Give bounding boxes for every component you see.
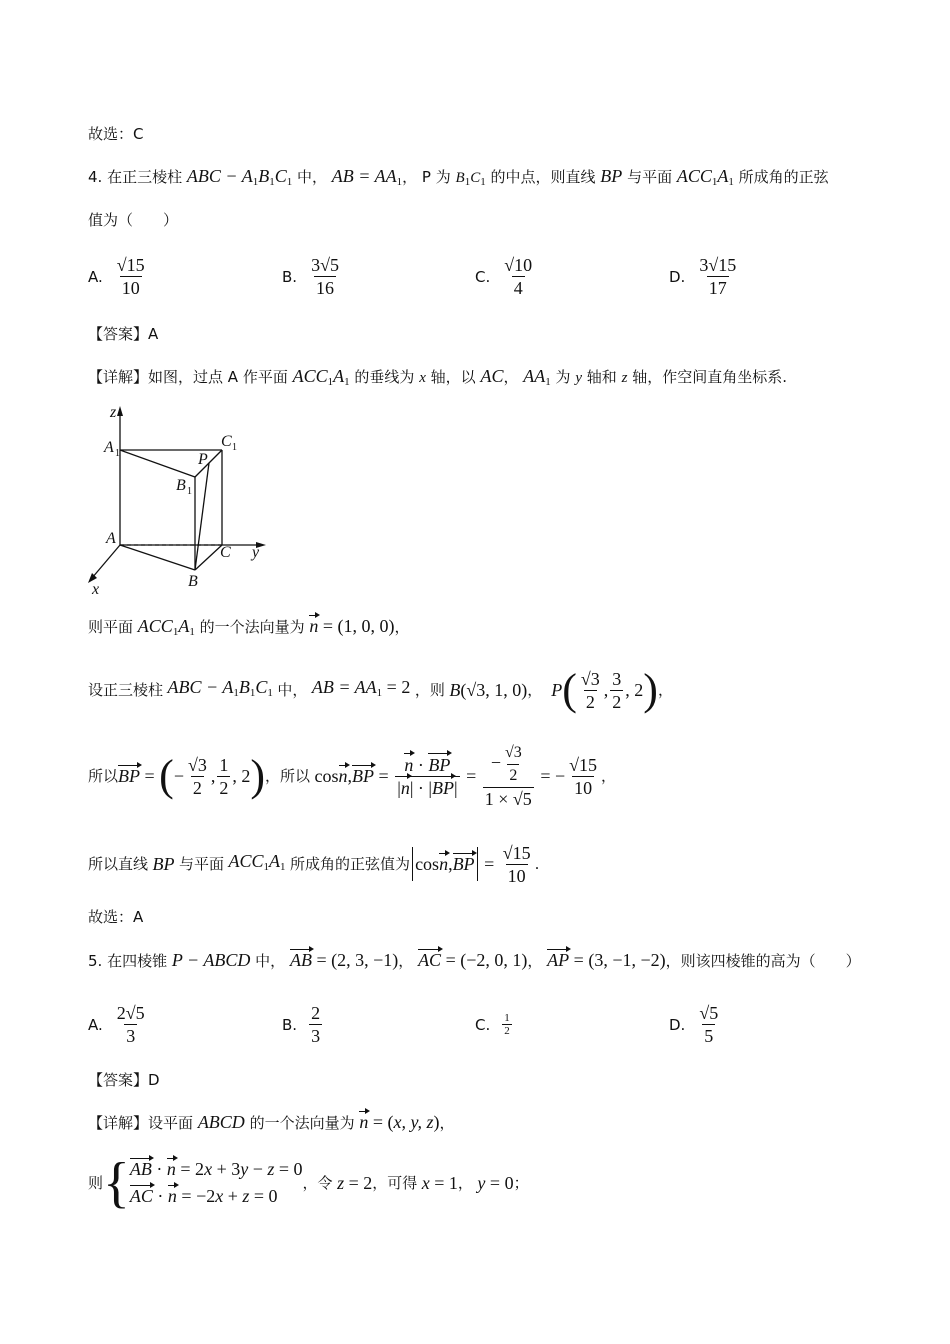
normal-vector-line: 则平面 $ACC_1A_1$ 的一个法向量为 n = (1, 0, 0)， [88, 616, 410, 638]
x-axis [92, 545, 120, 578]
q4-option-c: C. $\frac{√10}{4}$ [475, 255, 533, 298]
svg-text:1: 1 [115, 448, 120, 459]
q4-option-d: D. $\frac{3√15}{17}$ [669, 255, 737, 298]
q4-option-a: A. $\frac{√15}{10}$ [88, 255, 145, 298]
sine-result-line: 所以直线 BP 与平面 $ACC_1A_1$ 所成角的正弦值为 cos n , BP = $\frac{√15}{10}$ . [88, 842, 540, 886]
label-C: C [220, 544, 231, 561]
q5-number: 5. [88, 952, 103, 970]
q5-option-a: A. $\frac{2√5}{3}$ [88, 1003, 145, 1046]
q5-system-line: 则 { AB · n = 2x + 3y − z = 0 AC · n = −2x + z = 0 ，令 z = 2 ，可得 x = 1 ， y = 0 ； [88, 1152, 529, 1214]
q5-detail-line: 【详解】设平面 ABCD 的一个法向量为 n = (x, y, z)， [88, 1112, 455, 1132]
edge-AB [120, 545, 195, 570]
label-C1: C [221, 433, 232, 450]
q4-option-b: B. $\frac{3√5}{16}$ [282, 255, 339, 298]
label-A1: A [104, 439, 114, 456]
q5-option-c: C. $\frac{1}{2}$ [475, 1012, 510, 1037]
edge-BC [195, 545, 222, 570]
q3-choice: 故选：C [88, 125, 144, 143]
q4-stem-line1: 4. 在正三棱柱 ABC − $A_1B_1C_1$ 中， AB = $AA_1$， P 为 $B_1C_1$ 的中点，则直线 BP 与平面 $ACC_1A_1$ 所成角的正弦 [88, 166, 829, 188]
q4-stem-line2: 值为（ ） [88, 211, 179, 229]
q5-option-b: B. $\frac{2}{3}$ [282, 1003, 321, 1046]
label-x: x [92, 581, 100, 598]
label-P: P [198, 451, 208, 468]
q4-detail-line: 【详解】如图，过点 A 作平面 $ACC_1A_1$ 的垂线为 x 轴，以 AC， $AA_1$ 为 y 轴和 z 轴，作空间直角坐标系. [88, 366, 787, 388]
segment-BP [195, 463, 209, 570]
svg-text:1: 1 [232, 442, 237, 453]
svg-text:1: 1 [187, 486, 192, 497]
q5-stem: 5. 在四棱锥 P − ABCD 中， AB = (2, 3, −1)， AC = (−2, 0, 1)， AP = (3, −1, −2)，则该四棱锥的高为（ ） [88, 950, 861, 970]
label-A: A [106, 530, 116, 547]
q5-answer: 【答案】D [88, 1071, 160, 1089]
coordinates-line: 设正三棱柱 ABC − $A_1B_1C_1$ 中， AB = $AA_1 = 2$ ，则 B (√3, 1, 0) ， P ( $\frac{√3}{2}$ , $\frac{3}{2}$ , 2 ) ， [88, 665, 673, 714]
q4-choice: 故选：A [88, 908, 144, 926]
q4-number: 4. [88, 168, 103, 186]
q4-answer: 【答案】A [88, 325, 159, 343]
label-B1: B [176, 477, 186, 494]
q5-option-d: D. $\frac{√5}{5}$ [669, 1003, 719, 1046]
bp-vector-line: 所以 BP = ( − $\frac{√3}{2}$ , $\frac{1}{2}$ , 2 ) ，所以 cos n , BP = $\frac{n \cdot BP}{|n| \cdot |BP|}$ = − $\frac{√3}{2}$ 1 × √5 = − $\frac{√15}{10}$ ， [88, 744, 617, 809]
label-y: y [252, 544, 260, 561]
edge-A1B1 [120, 450, 195, 477]
label-B: B [188, 573, 198, 590]
prism-figure [80, 400, 280, 600]
label-z: z [110, 404, 117, 421]
